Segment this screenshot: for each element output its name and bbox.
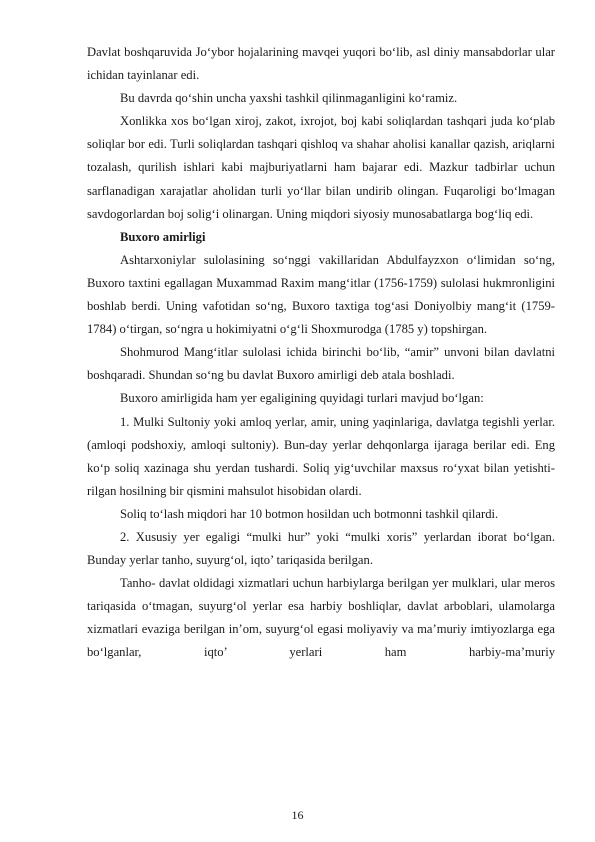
paragraph-xususiy-yer: 2. Xususiy yer egaligi “mulki hur” yoki “mulki xoris” yerlardan iborat bo‘lgan. Bunday yerlar tanho, suyurg‘ol, iqto’ tariqasida berilgan. bbox=[87, 529, 555, 568]
paragraph-tanho: Tanho- davlat oldidagi xizmatlari uchun harbiylarga berilgan yer mulklari, ular meros tariqasida o‘tmagan, suyurg‘ol yerlar esa harbiy boshliqlar, davlat arboblari, ulamolarga xizmatlari evaziga berilgan in’om, suyurg‘ol egasi moliyaviy va ma’muriy imtiyozlarga ega bo‘lganlar, iqto’ yerlari ham harbiy-ma’muriy bbox=[87, 576, 555, 660]
document-body bbox=[87, 41, 555, 665]
section-heading-buxoro-amirligi: Buxoro amirligi bbox=[120, 229, 206, 244]
paragraph-shohmurod: Shohmurod Mang‘itlar sulolasi ichida birinchi bo‘lib, “amir” unvoni bilan davlatni boshqaradi. Shundan so‘ng bu davlat Buxoro amirligi deb atala boshladi. bbox=[87, 345, 555, 383]
paragraph-ashtarxoniylar: Ashtarxoniylar sulolasining so‘nggi vakillaridan Abdulfayzxon o‘limidan so‘ng, Buxoro taxtini egallagan Muxammad Raxim mang‘itlar (1756-1759) sulolasi hukmronligini boshlab berdi. Uning vafotidan so‘ng, Buxoro taxtiga tog‘asi Doniyolbiy mang‘it (1759-1784) o‘tirgan, so‘ngra u hokimiyatni o‘g‘li Shoxmurodga (1785 y) topshirgan. bbox=[87, 252, 555, 337]
paragraph-qo-shin: Bu davrda qo‘shin uncha yaxshi tashkil qilinmaganligini ko‘ramiz. bbox=[120, 91, 458, 106]
paragraph-mulki-sultoniy: 1. Mulki Sultoniy yoki amloq yerlar, amir, uning yaqinlariga, davlatga tegishli yerlar. (amloqi podshoxiy, amloqi sultoniy). Bun-day yerlar dehqonlarga ijaraga berilar edi. Eng ko‘p soliq xazinaga shu yerdan tushardi. Soliq yig‘uvchilar maxsus ro‘yxat bilan yetishti-rilgan hosilning bir qismini mahsulot hisobidan olardi. bbox=[87, 414, 555, 498]
paragraph-yer-egaligi-turlari: Buxoro amirligida ham yer egaligining quyidagi turlari mavjud bo‘lgan: bbox=[120, 391, 484, 406]
paragraph-soliqlar: Xonlikka xos bo‘lgan xiroj, zakot, ixrojot, boj kabi soliqlardan tashqari juda ko‘plab soliqlar bor edi. Turli soliqlardan tashqari qishloq va shahar aholisi kanallar qazish, ariqlarni tozalash, qurilish ishlari kabi majburiyatlarni ham bajarar edi. Mazkur tadbirlar uchun sarflanadigan xarajatlar aholidan turli yo‘llar bilan undirib olingan. Fuqaroligi bo‘lmagan savdogorlardan boj solig‘i olinargan. Uning miqdori siyosiy munosabatlarga bog‘liq edi. bbox=[87, 114, 555, 221]
paragraph-soliq-miqdori: Soliq to‘lash miqdori har 10 botmon hosildan uch botmonni tashkil qilardi. bbox=[120, 506, 499, 521]
page-number: 16 bbox=[291, 808, 304, 822]
paragraph-jo-ybor-hojalari: Davlat boshqaruvida Jo‘ybor hojalarining mavqei yuqori bo‘lib, asl diniy mansabdorlar ular ichidan tayinlanar edi. bbox=[87, 45, 555, 83]
